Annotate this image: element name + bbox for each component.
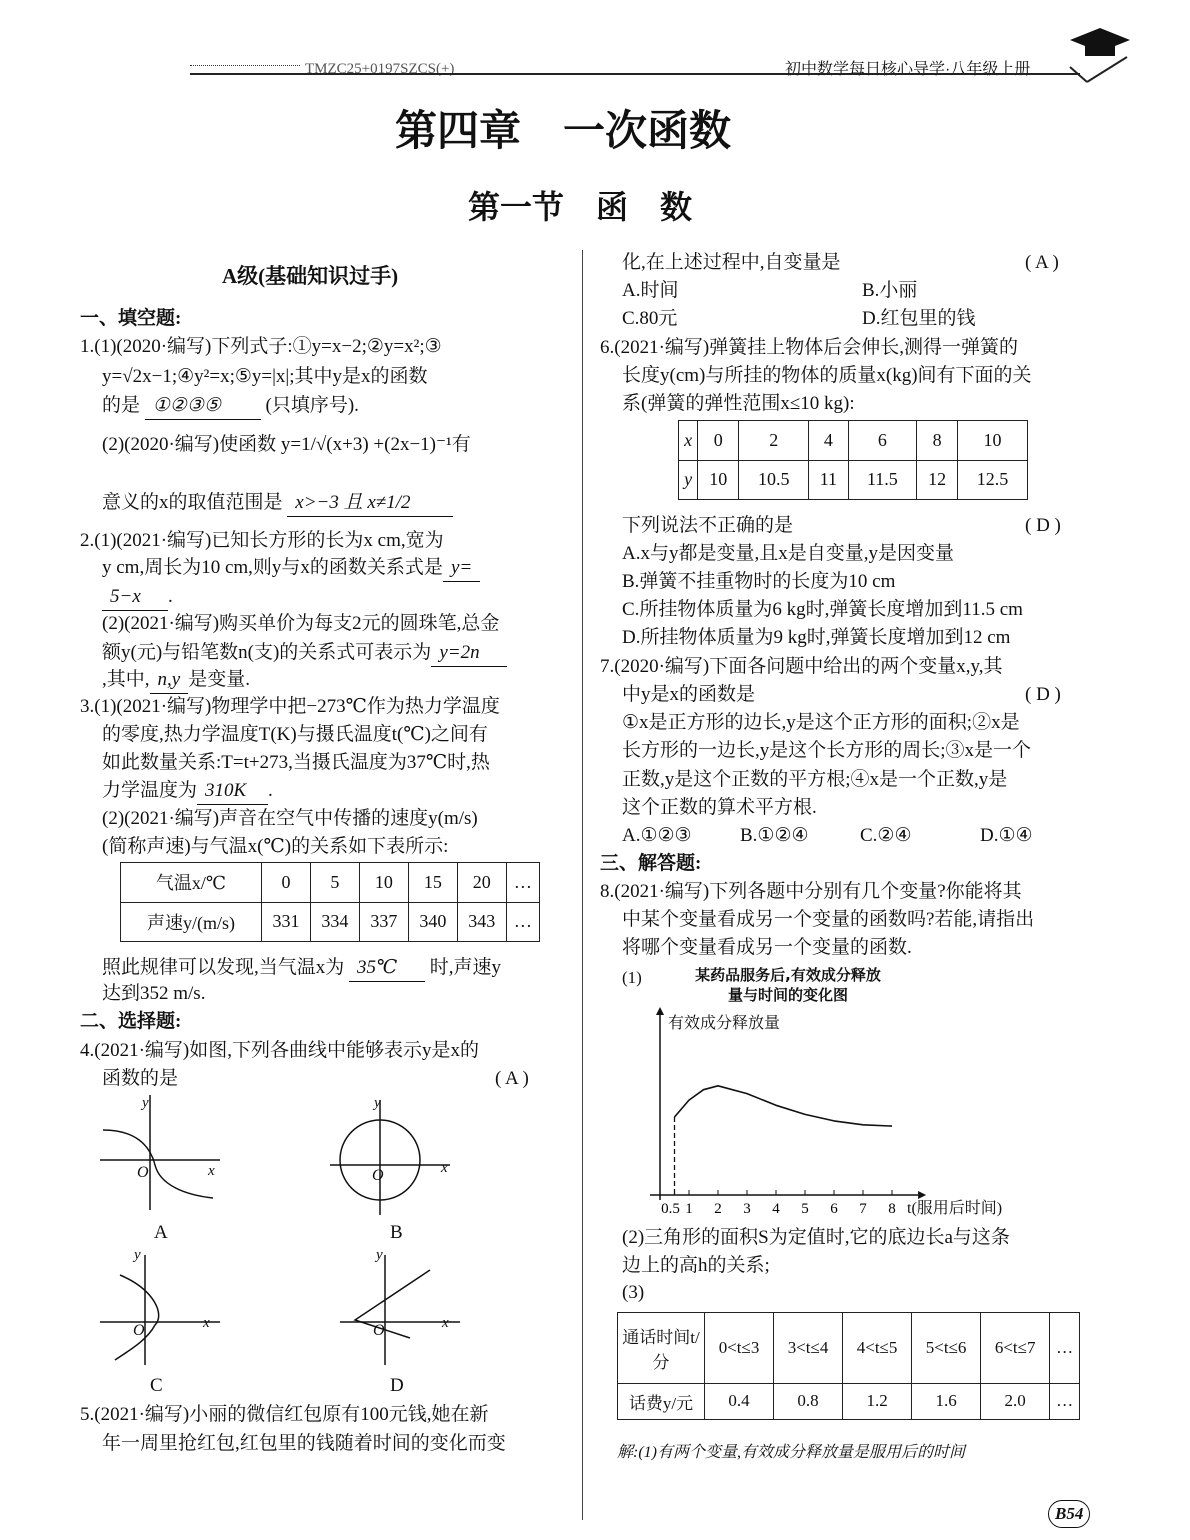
answer: x>−3 且 x≠1/2 [287, 490, 453, 517]
q7-line: 中y是x的函数是 [622, 684, 756, 705]
graph-b [325, 1095, 455, 1225]
q6-option: A.x与y都是变量,且x是自变量,y是因变量 [622, 543, 954, 564]
table-row [679, 421, 1028, 461]
table-cell: 2.0 [981, 1383, 1050, 1419]
q8-solution: 解:(1)有两个变量,有效成分释放量是服用后的时间 [617, 1444, 965, 1461]
q7-option: A.①②③ [622, 825, 692, 846]
x-tick-label: 4 [772, 1201, 780, 1217]
q8-line: 将哪个变量看成另一个变量的函数. [622, 937, 912, 958]
y-axis-arrow [656, 1007, 664, 1015]
q7-line: 长方形的一边长,y是这个长方形的周长;③x是一个 [622, 740, 1032, 761]
text: 力学温度为 [102, 780, 198, 801]
q2-line: (2)(2021·编写)购买单价为每支2元的圆珠笔,总金 [102, 613, 500, 634]
q2-line [102, 584, 173, 611]
axis-label-x: x [442, 1315, 449, 1331]
q2-line [102, 640, 507, 667]
table-cell: 5 [310, 863, 359, 903]
table-cell: 10 [359, 863, 408, 903]
chart-xlabel: t(服用后时间) [907, 1200, 1003, 1217]
q7-line: 正数,y是这个正数的平方根;④x是一个正数,y是 [622, 769, 1008, 790]
text: 时,声速y [429, 957, 502, 978]
table-cell: 6 [848, 421, 917, 461]
text: 额y(元)与铅笔数n(支)的关系式可表示为 [102, 642, 432, 663]
graph-c-label: C [150, 1375, 163, 1396]
q7-option: B.①②④ [740, 825, 809, 846]
text: y cm,周长为10 cm,则y与x的函数关系式是 [102, 557, 443, 578]
q5-line: 化,在上述过程中,自变量是 [622, 252, 841, 273]
text: (只填序号). [265, 395, 359, 416]
table-cell: … [506, 863, 539, 903]
answer: 310K [197, 778, 268, 805]
q1-line: y=√2x−1;④y²=x;⑤y=|x|;其中y是x的函数 [102, 366, 428, 387]
origin-label: O [137, 1164, 149, 1181]
axis-label-y: y [374, 1095, 381, 1111]
q6-option: C.所挂物体质量为6 kg时,弹簧长度增加到11.5 cm [622, 599, 1023, 620]
x-tick-label: 1 [685, 1201, 693, 1217]
answer: 35℃ [349, 955, 425, 982]
q1-line: 1.(1)(2020·编写)下列式子:①y=x−2;②y=x²;③ [80, 336, 442, 357]
chart-title: 某药品服务后,有效成分释放量与时间的变化图 [695, 966, 881, 1004]
q6-option: D.所挂物体质量为9 kg时,弹簧长度增加到12 cm [622, 627, 1011, 648]
axis-label-y: y [376, 1247, 383, 1263]
q7-line: 7.(2020·编写)下面各问题中给出的两个变量x,y,其 [600, 656, 1003, 677]
answer: y= [443, 555, 480, 582]
table-row [618, 1383, 1080, 1419]
q7-answer: ( D ) [1025, 684, 1061, 705]
q1-line [102, 490, 453, 517]
q7-option: D.①④ [980, 825, 1033, 846]
table-cell: … [1050, 1383, 1080, 1419]
q8-line: 中某个变量看成另一个变量的函数吗?若能,请指出 [622, 909, 1035, 930]
section-title: 第一节 函 数 [468, 188, 693, 226]
q1-line: (2)(2020·编写)使函数 y=1/√(x+3) +(2x−1)⁻¹有 [102, 434, 471, 455]
table-cell: 10 [698, 460, 739, 500]
chapter-title: 第四章 一次函数 [395, 106, 732, 155]
x-tick-label: 5 [801, 1201, 809, 1217]
table-cell: 5<t≤6 [912, 1313, 981, 1384]
table-cell: 337 [359, 902, 408, 942]
q7-option: C.②④ [860, 825, 912, 846]
q6-line: 6.(2021·编写)弹簧挂上物体后会伸长,测得一弹簧的 [600, 337, 1018, 358]
graph-b-label: B [390, 1222, 403, 1243]
q8-line: 边上的高h的关系; [622, 1255, 770, 1276]
q6-line: 下列说法不正确的是 [622, 515, 794, 536]
x-tick-label: 2 [714, 1201, 722, 1217]
table-cell: 12 [917, 460, 958, 500]
answer: 5−x [102, 584, 168, 611]
table-cell: 8 [917, 421, 958, 461]
text: . [268, 780, 273, 801]
q2-line [102, 555, 480, 582]
table-cell: 334 [310, 902, 359, 942]
chart-ylabel: 有效成分释放量 [668, 1013, 781, 1032]
table-cell: 340 [408, 902, 457, 942]
q5-option: C.80元 [622, 308, 678, 329]
section-multiple-choice: 二、选择题: [80, 1011, 182, 1032]
q3-line: 如此数量关系:T=t+273,当摄氏温度为37℃时,热 [102, 752, 490, 773]
table-cell: 0<t≤3 [705, 1313, 774, 1384]
origin-label: O [373, 1322, 385, 1339]
q3-line: 3.(1)(2021·编写)物理学中把−273℃作为热力学温度 [80, 696, 500, 717]
q3-line: 的零度,热力学温度T(K)与摄氏温度t(℃)之间有 [102, 724, 488, 745]
q3-line [102, 778, 273, 805]
q2-line: 2.(1)(2021·编写)已知长方形的长为x cm,宽为 [80, 530, 444, 551]
table-row [121, 902, 540, 942]
q8-line: (2)三角形的面积S为定值时,它的底边长a与这条 [622, 1227, 1010, 1248]
x-tick-label: 3 [743, 1201, 751, 1217]
series-line [675, 1086, 893, 1126]
axis-label-x: x [203, 1315, 210, 1331]
q2-line [102, 667, 250, 694]
table-cell: 4<t≤5 [843, 1313, 912, 1384]
table-cell: 12.5 [958, 460, 1028, 500]
text: 的是 [102, 395, 141, 416]
table-cell: 气温x/℃ [121, 863, 262, 903]
origin-label: O [372, 1167, 384, 1184]
q5-line: 年一周里抢红包,红包里的钱随着时间的变化而变 [102, 1433, 506, 1454]
q7-line: 这个正数的算术平方根. [622, 797, 817, 818]
q5-option: B.小丽 [862, 280, 918, 301]
table-cell: 4 [809, 421, 848, 461]
table-cell: 343 [457, 902, 506, 942]
graph-d-label: D [390, 1375, 404, 1396]
x-tick-label: 0.5 [661, 1201, 680, 1217]
axis-label-x: x [441, 1160, 448, 1176]
header-code: TMZC25+0197SZCS(+) [305, 61, 455, 77]
graph-a-label: A [154, 1222, 168, 1243]
q5-option: A.时间 [622, 280, 679, 301]
graph-a [95, 1090, 225, 1220]
q5-line: 5.(2021·编写)小丽的微信红包原有100元钱,她在新 [80, 1404, 489, 1425]
text: . [168, 586, 173, 607]
answer: ①②③⑤ [145, 393, 261, 420]
q4-line: 函数的是 [102, 1068, 179, 1089]
release-chart [640, 1005, 1080, 1220]
q6-answer: ( D ) [1025, 515, 1061, 536]
table-cell: 11 [809, 460, 848, 500]
table-row [121, 863, 540, 903]
q4-line: 4.(2021·编写)如图,下列各曲线中能够表示y是x的 [80, 1040, 479, 1061]
header-rule [190, 73, 1080, 75]
level-title: A级(基础知识过手) [222, 264, 399, 288]
table-cell: 0 [262, 863, 311, 903]
table-row [679, 460, 1028, 500]
q1-line [102, 393, 359, 420]
table-cell: 6<t≤7 [981, 1313, 1050, 1384]
axis-label-y: y [142, 1095, 149, 1111]
q6-line: 系(弹簧的弹性范围x≤10 kg): [622, 393, 855, 414]
table-cell: x [679, 421, 698, 461]
text: ,其中, [102, 669, 150, 690]
q3-line: (简称声速)与气温x(℃)的关系如下表所示: [102, 836, 449, 857]
text: 是变量. [188, 669, 250, 690]
header-book-title: 初中数学每日核心导学·八年级上册 [785, 61, 1031, 78]
table-cell: 20 [457, 863, 506, 903]
x-tick-label: 6 [830, 1201, 838, 1217]
table-cell: 11.5 [848, 460, 917, 500]
table-cell: 0 [698, 421, 739, 461]
table-cell: 0.8 [774, 1383, 843, 1419]
table-cell: 10 [958, 421, 1028, 461]
table-cell: 话费y/元 [618, 1383, 705, 1419]
q3-line: (2)(2021·编写)声音在空气中传播的速度y(m/s) [102, 808, 478, 829]
section-solutions: 三、解答题: [600, 853, 702, 874]
table-cell: 10.5 [739, 460, 809, 500]
q3-line: 达到352 m/s. [102, 983, 206, 1004]
q8-part-1: (1) [622, 968, 642, 987]
x-tick-label: 8 [888, 1201, 896, 1217]
q5-option: D.红包里的钱 [862, 308, 976, 329]
page-number: B54 [1048, 1500, 1090, 1528]
x-tick-label: 7 [859, 1201, 867, 1217]
q7-line: ①x是正方形的边长,y是这个正方形的面积;②x是 [622, 712, 1020, 733]
table-cell: 1.2 [843, 1383, 912, 1419]
table-cell: 331 [262, 902, 311, 942]
answer: y=2n [431, 640, 507, 667]
table-cell: 1.6 [912, 1383, 981, 1419]
q4-answer: ( A ) [495, 1068, 529, 1089]
q6-option: B.弹簧不挂重物时的长度为10 cm [622, 571, 896, 592]
origin-label: O [133, 1322, 145, 1339]
axis-label-y: y [134, 1247, 141, 1263]
sound-speed-table [120, 862, 540, 942]
graduation-cap-icon [1065, 22, 1135, 84]
answer: n,y [150, 667, 189, 694]
text: 意义的x的取值范围是 [102, 492, 283, 513]
call-fee-table [617, 1312, 1080, 1420]
axis-label-x: x [208, 1163, 215, 1179]
table-cell: 3<t≤4 [774, 1313, 843, 1384]
table-cell: 2 [739, 421, 809, 461]
table-row [618, 1313, 1080, 1384]
q3-line [102, 955, 501, 982]
table-cell: 声速y/(m/s) [121, 902, 262, 942]
q5-answer: ( A ) [1025, 252, 1059, 273]
table-cell: y [679, 460, 698, 500]
column-divider [582, 250, 583, 1520]
table-cell: 0.4 [705, 1383, 774, 1419]
table-cell: … [506, 902, 539, 942]
q6-line: 长度y(cm)与所挂的物体的质量x(kg)间有下面的关 [622, 365, 1032, 386]
header-dots [190, 65, 300, 66]
spring-table [678, 420, 1028, 500]
table-cell: … [1050, 1313, 1080, 1384]
q8-line: 8.(2021·编写)下列各题中分别有几个变量?你能将其 [600, 881, 1022, 902]
table-cell: 通话时间t/分 [618, 1313, 705, 1384]
table-cell: 15 [408, 863, 457, 903]
section-fill-blank: 一、填空题: [80, 308, 182, 329]
text: 照此规律可以发现,当气温x为 [102, 957, 345, 978]
q8-part-3: (3) [622, 1282, 645, 1303]
